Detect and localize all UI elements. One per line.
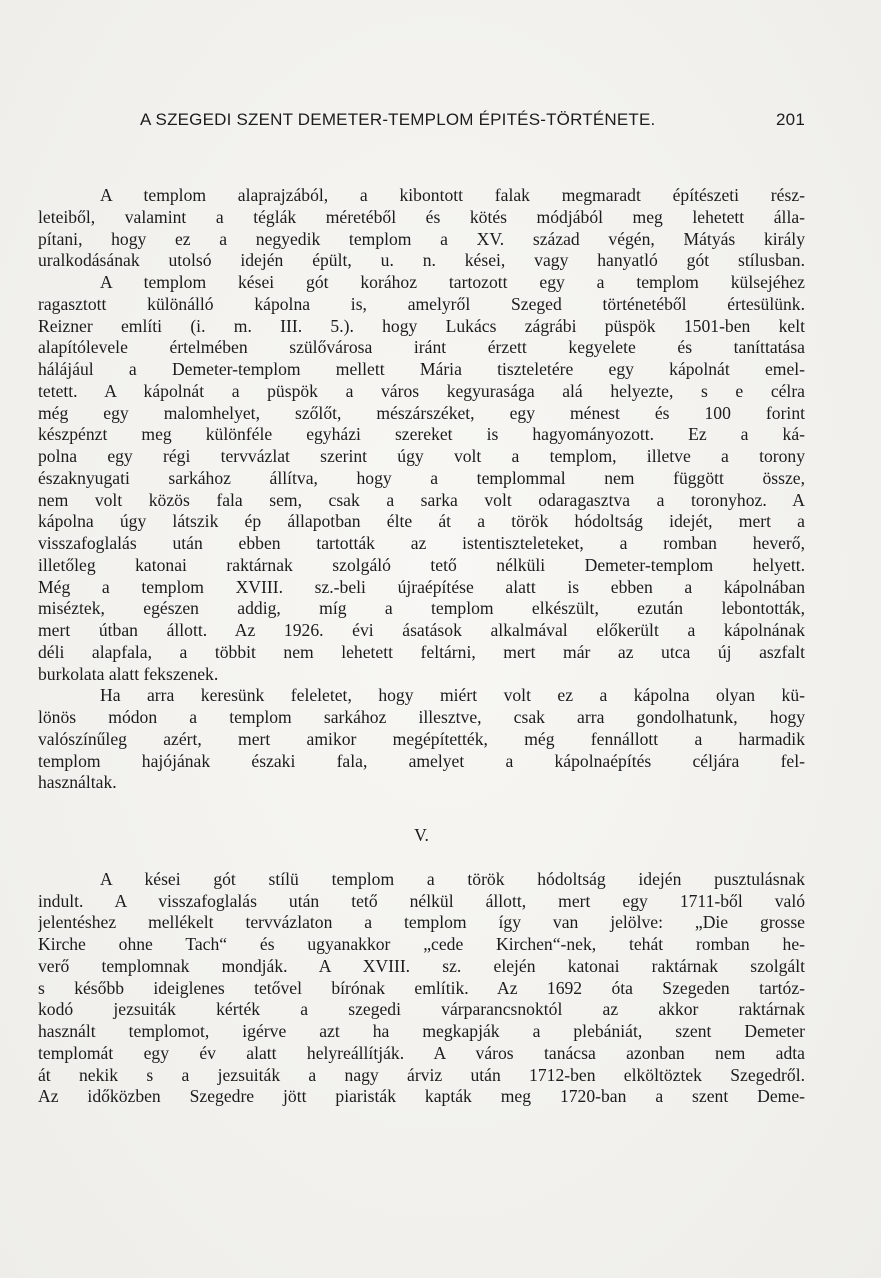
text-line: használtak. bbox=[38, 772, 117, 793]
text-line: valószínűleg azért, mert amikor megépítették, még fennállott a harmadik bbox=[38, 728, 805, 749]
text-line: hálájául a Demeter-templom mellett Mária tiszteletére egy kápolnát emel- bbox=[38, 359, 805, 379]
text-line: leteiből, valamint a téglák méretéből és kötés módjából meg lehetett álla- bbox=[38, 206, 805, 227]
paragraph-4 bbox=[38, 869, 805, 1108]
text-line: indult. A visszafoglalás után tető nélkül állott, mert egy 1711-ből való bbox=[38, 890, 805, 911]
text-line: miséztek, egészen addig, míg a templom elkészült, ezután lebontották, bbox=[38, 598, 805, 619]
paragraph-2 bbox=[38, 272, 805, 685]
page-number: 201 bbox=[776, 110, 805, 129]
text-line: Az időközben Szegedre jött piaristák kapták meg 1720-ban a szent Deme- bbox=[38, 1086, 805, 1107]
text-line: még egy malomhelyet, szőlőt, mészárszéket, egy ménest és 100 forint bbox=[38, 402, 805, 423]
text-line: alapítólevele értelmében szülővárosa iránt érzett kegyelete és taníttatása bbox=[38, 337, 805, 358]
body-text bbox=[38, 185, 805, 1108]
text-line: használt templomot, igérve azt ha megkapják a plebániát, szent Demeter bbox=[38, 1021, 805, 1041]
text-line: nem volt közös fala sem, csak a sarka volt odaragasztva a toronyhoz. A bbox=[38, 489, 805, 510]
text-line: templom hajójának északi fala, amelyet a kápolnaépítés céljára fel- bbox=[38, 750, 805, 771]
text-line: tetett. A kápolnát a püspök a város kegyurasága alá helyezte, s e célra bbox=[38, 380, 805, 401]
text-line: lönös módon a templom sarkához illesztve, csak arra gondolhatunk, hogy bbox=[38, 707, 805, 727]
text-line: A templom kései gót korához tartozott egy a templom külsejéhez bbox=[100, 272, 805, 292]
running-header bbox=[100, 110, 805, 136]
section-gap bbox=[38, 794, 805, 825]
text-line: déli alapfala, a többit nem lehetett feltárni, mert már az utca új aszfalt bbox=[38, 641, 805, 662]
section-heading: V. bbox=[414, 825, 429, 845]
text-line: burkolata alatt fekszenek. bbox=[38, 663, 219, 684]
text-line: A kései gót stílü templom a török hódoltság idején pusztulásnak bbox=[100, 868, 805, 889]
text-line: Reizner említi (i. m. III. 5.). hogy Lukács zágrábi püspök 1501-ben kelt bbox=[38, 315, 805, 336]
text-line: kodó jezsuiták kérték a szegedi várparancsnoktól az akkor raktárnak bbox=[38, 999, 805, 1020]
paragraph-3 bbox=[38, 685, 805, 794]
text-line: Kirche ohne Tach“ és ugyanakkor „cede Kirchen“-nek, tehát romban he- bbox=[38, 934, 805, 954]
text-line: át nekik s a jezsuiták a nagy árviz után 1712-ben elköltöztek Szegedről. bbox=[38, 1064, 805, 1085]
text-line: s később ideiglenes tetővel bírónak említik. Az 1692 óta Szegeden tartóz- bbox=[38, 977, 805, 998]
text-line: Ha arra keresünk feleletet, hogy miért volt ez a kápolna olyan kü- bbox=[100, 685, 805, 706]
text-line: pítani, hogy ez a negyedik templom a XV. század végén, Mátyás király bbox=[38, 228, 805, 249]
text-line: készpénzt meg különféle egyházi szereket is hagyományozott. Ez a ká- bbox=[38, 424, 805, 445]
text-line: északnyugati sarkához állítva, hogy a templommal nem függött össze, bbox=[38, 467, 805, 488]
paragraph-1 bbox=[38, 185, 805, 272]
running-title: A SZEGEDI SZENT DEMETER-TEMPLOM ÉPITÉS-TÖRTÉNETE. bbox=[140, 110, 656, 129]
text-line: uralkodásának utolsó idején épült, u. n. kései, vagy hanyatló gót stílusban. bbox=[38, 250, 805, 271]
text-line: A templom alaprajzából, a kibontott falak megmaradt építészeti rész- bbox=[100, 185, 805, 205]
text-line: polna egy régi tervvázlat szerint úgy volt a templom, illetve a torony bbox=[38, 446, 805, 466]
text-line: kápolna úgy látszik ép állapotban élte át a török hódoltság idejét, mert a bbox=[38, 511, 805, 532]
text-line: visszafoglalás után ebben tartották az istentiszteleteket, a romban heverő, bbox=[38, 533, 805, 553]
section-gap bbox=[38, 847, 805, 869]
text-line: templomát egy év alatt helyreállítják. A város tanácsa azonban nem adta bbox=[38, 1042, 805, 1063]
text-line: illetőleg katonai raktárnak szolgáló tető nélküli Demeter-templom helyett. bbox=[38, 554, 805, 575]
text-line: ragasztott különálló kápolna is, amelyről Szeged történetéből értesülünk. bbox=[38, 293, 805, 314]
text-line: mert útban állott. Az 1926. évi ásatások alkalmával előkerült a kápolnának bbox=[38, 620, 805, 640]
text-line: jelentéshez mellékelt tervvázlaton a templom így van jelölve: „Die grosse bbox=[38, 912, 805, 933]
text-line: Még a templom XVIII. sz.-beli újraépítése alatt is ebben a kápolnában bbox=[38, 576, 805, 597]
text-line: verő templomnak mondják. A XVIII. sz. elején katonai raktárnak szolgált bbox=[38, 955, 805, 976]
